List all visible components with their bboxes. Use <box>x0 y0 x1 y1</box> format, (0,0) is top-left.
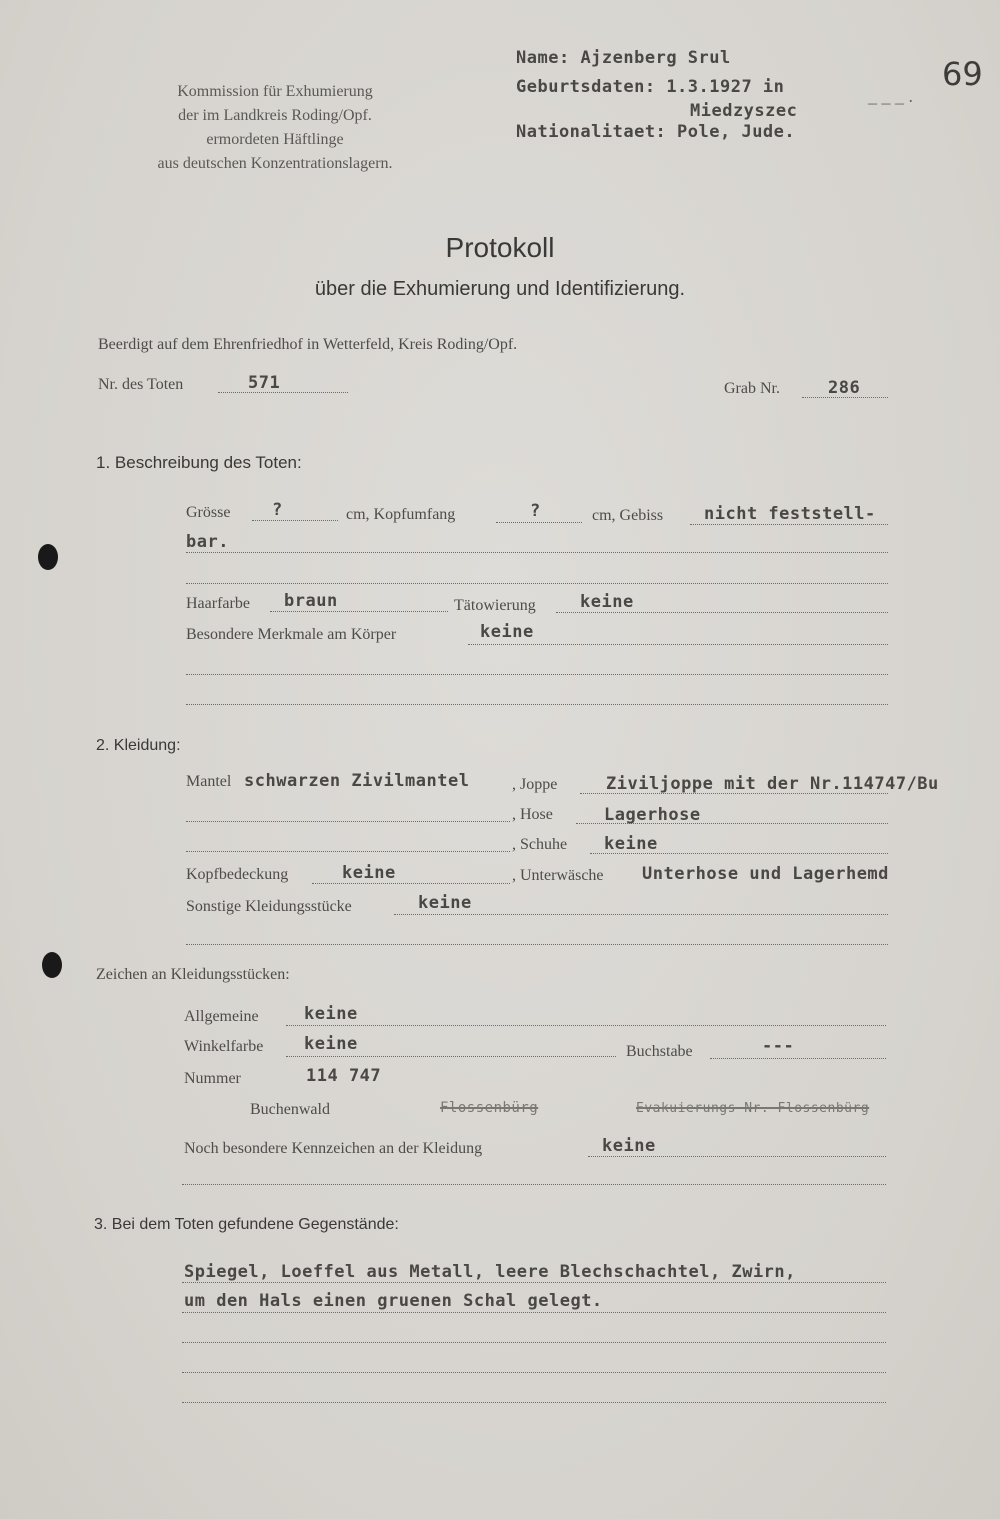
height-label: Grösse <box>186 504 231 521</box>
shoes-value: keine <box>604 834 658 854</box>
other-clothing-value: keine <box>418 893 472 913</box>
name-line <box>516 48 731 68</box>
dead-number-value: 571 <box>248 373 281 393</box>
punch-hole-bottom <box>42 952 62 978</box>
header-dash-marks: _ _ _ . <box>868 86 913 106</box>
items-found-line2: um den Hals einen gruenen Schal gelegt. <box>184 1291 603 1311</box>
struck-evacuation-number: Evakuierungs-Nr. Flossenbürg <box>636 1101 870 1116</box>
underwear-value: Unterhose und Lagerhemd <box>642 864 889 884</box>
grave-number-label: Grab Nr. <box>724 380 780 397</box>
name-value: Ajzenberg Srul <box>580 48 731 68</box>
jacket-value: Ziviljoppe mit der Nr.114747/Bu <box>606 774 939 794</box>
other-clothing-label: Sonstige Kleidungsstücke <box>186 898 352 915</box>
shoes-label: , Schuhe <box>512 836 568 853</box>
nationality-line <box>516 122 795 142</box>
special-clothing-marks-value: keine <box>602 1136 656 1156</box>
nationality-label: Nationalitaet: <box>516 122 667 142</box>
height-value: ? <box>272 500 283 520</box>
teeth-label: cm, Gebiss <box>592 507 664 524</box>
grave-number-value: 286 <box>828 378 861 398</box>
head-circumference-label: cm, Kopfumfang <box>346 506 456 523</box>
page-title: Protokoll <box>445 232 555 263</box>
number-label: Nummer <box>184 1070 241 1087</box>
number-value: 114 747 <box>306 1066 382 1086</box>
tattoo-value: keine <box>580 592 634 612</box>
page-subtitle: über die Exhumierung und Identifizierung. <box>314 278 686 300</box>
section-2-heading: 2. Kleidung: <box>96 737 181 754</box>
nationality-value: Pole, Jude. <box>677 122 796 142</box>
coat-value: schwarzen Zivilmantel <box>244 771 470 791</box>
birth-label: Geburtsdaten: <box>516 77 656 97</box>
special-marks-value: keine <box>480 622 534 642</box>
general-value: keine <box>304 1004 358 1024</box>
struck-flossenburg: Flossenbürg <box>440 1100 539 1116</box>
trousers-value: Lagerhose <box>604 805 701 825</box>
page-number: 69 <box>942 55 983 93</box>
section-3-heading: 3. Bei dem Toten gefundene Gegenstände: <box>94 1216 399 1233</box>
birth-line <box>516 77 784 97</box>
punch-hole-top <box>38 544 58 570</box>
name-label: Name: <box>516 48 570 68</box>
hair-color-value: braun <box>284 591 338 611</box>
teeth-value-line2: bar. <box>186 532 229 552</box>
dead-number-label: Nr. des Toten <box>98 376 184 393</box>
teeth-value-line1: nicht feststell- <box>704 504 876 524</box>
headwear-value: keine <box>342 863 396 883</box>
commission-header <box>110 80 440 176</box>
hair-color-label: Haarfarbe <box>186 595 250 612</box>
head-circumference-value: ? <box>530 501 541 521</box>
general-label: Allgemeine <box>184 1008 259 1025</box>
items-found-line1: Spiegel, Loeffel aus Metall, leere Blechschachtel, Zwirn, <box>184 1262 796 1282</box>
triangle-color-label: Winkelfarbe <box>184 1038 264 1055</box>
commission-line-1: Kommission für Exhumierung <box>177 83 373 100</box>
clothing-marks-heading: Zeichen an Kleidungsstücken: <box>96 966 290 983</box>
letter-value: --- <box>762 1036 795 1056</box>
commission-line-2: der im Landkreis Roding/Opf. <box>178 107 372 124</box>
headwear-label: Kopfbedeckung <box>186 866 289 883</box>
trousers-label: , Hose <box>512 806 553 823</box>
birth-place: Miedzyszec <box>690 101 798 121</box>
jacket-label: , Joppe <box>512 776 558 793</box>
commission-line-3: ermordeten Häftlinge <box>206 131 344 148</box>
section-1-heading: 1. Beschreibung des Toten: <box>96 453 302 472</box>
special-marks-label: Besondere Merkmale am Körper <box>186 626 397 643</box>
special-clothing-marks-label: Noch besondere Kennzeichen an der Kleidung <box>184 1140 483 1157</box>
birth-value: 1.3.1927 in <box>666 77 785 97</box>
buchenwald-label: Buchenwald <box>250 1101 330 1118</box>
letter-label: Buchstabe <box>626 1043 693 1060</box>
coat-label: Mantel <box>186 773 232 790</box>
burial-note: Beerdigt auf dem Ehrenfriedhof in Wetterfeld, Kreis Roding/Opf. <box>98 336 518 353</box>
underwear-label: , Unterwäsche <box>512 867 604 884</box>
triangle-color-value: keine <box>304 1034 358 1054</box>
tattoo-label: Tätowierung <box>454 597 536 614</box>
commission-line-4: aus deutschen Konzentrationslagern. <box>157 155 393 172</box>
